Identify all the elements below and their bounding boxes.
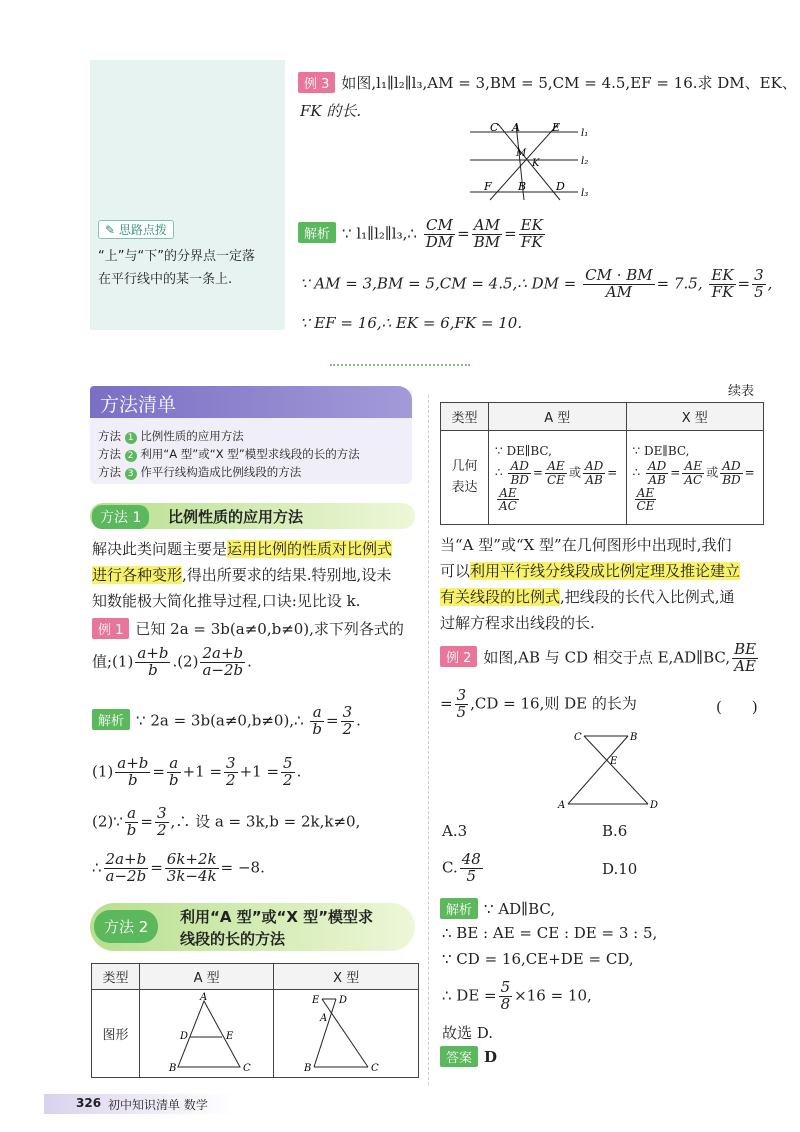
ex2-question: 例 2 如图,AB 与 CD 相交于点 E,AD∥BC, $\frac{BE}{AE}$	[440, 642, 760, 675]
ex1-question-2: 值;(1) $\frac{a+b}{b}$ .(2) $\frac{2a+b}{a-2b}$ .	[92, 644, 252, 679]
ex2-solution-4: ∴ DE = $\frac{5}{8}$ ×16 = 10,	[442, 978, 592, 1013]
ex3-question-2: FK 的长.	[300, 102, 362, 120]
method1-label: 方法 1	[92, 505, 149, 529]
figure-a-type	[140, 991, 270, 1077]
lightbulb-icon: ✎	[105, 223, 116, 237]
svg-text:C: C	[574, 732, 582, 743]
right-para-1: 当“A 型”或“X 型”在几何图形中出现时,我们	[440, 536, 732, 554]
ex2-solution-3: ∵ CD = 16,CE+DE = CD,	[442, 950, 634, 968]
svg-text:B: B	[169, 1062, 177, 1074]
ex1-sol-tag: 解析	[92, 709, 130, 730]
method-list-item-3: 方法 3 作平行线构造成比例线段的方法	[98, 465, 302, 479]
svg-text:D: D	[556, 180, 565, 193]
answer-tag: 答案	[440, 1046, 478, 1067]
svg-text:E: E	[610, 756, 618, 767]
ex3-solution-2: ∵ AM = 3,BM = 5,CM = 4.5,∴ DM = $\frac{CM \cdot BM}{AM}$ = 7.5, $\frac{EK}{FK}$ = $\frac{3}{5}$ ,	[300, 266, 773, 301]
svg-text:A: A	[558, 800, 566, 811]
method2-label: 方法 2	[94, 910, 158, 943]
method-list-item-1: 方法 1 比例性质的应用方法	[98, 429, 244, 443]
ex3-tag: 例 3	[298, 72, 335, 93]
ex2-question-2: = $\frac{3}{5}$ ,CD = 16,则 DE 的长为	[440, 686, 637, 721]
svg-text:l₃: l₃	[581, 188, 589, 199]
svg-text:B: B	[630, 732, 638, 743]
ex3-solution-1: 解析 ∵ l₁∥l₂∥l₃,∴ $\frac{CM}{DM}$ = $\frac{AM}{BM}$ = $\frac{EK}{FK}$	[298, 218, 547, 251]
svg-text:l₂: l₂	[581, 156, 589, 167]
ex2-solution-1: 解析 ∵ AD∥BC,	[440, 898, 555, 919]
method1-title: 比例性质的应用方法	[168, 508, 304, 526]
ex2-solution-5: 故选 D.	[442, 1024, 494, 1042]
svg-text:E: E	[312, 994, 320, 1006]
svg-text:A: A	[512, 121, 520, 134]
svg-text:E: E	[552, 121, 561, 134]
tip-title: ✎ 思路点拨	[98, 220, 174, 239]
ex1-solution-1: 解析 ∵ 2a = 3b(a≠0,b≠0),∴ $\frac{a}{b}$ = $\frac{3}{2}$ .	[92, 705, 361, 738]
ex1-solution-3: (2)∵ $\frac{a}{b}$ = $\frac{3}{2}$ ,∴ 设 a = 3k,b = 2k,k≠0,	[92, 804, 361, 839]
svg-text:A: A	[320, 1012, 328, 1024]
option-b[interactable]: B.6	[602, 822, 628, 840]
method2-title-2: 线段的长的方法	[180, 930, 286, 948]
svg-text:B: B	[518, 180, 527, 193]
svg-text:C: C	[371, 1062, 380, 1074]
ex2-sol-tag: 解析	[440, 898, 478, 919]
option-c[interactable]: C. $\frac{48}{5}$	[442, 850, 481, 885]
tip-panel	[90, 60, 285, 330]
ex2-answer: 答案 D	[440, 1046, 497, 1067]
ex2-solution-2: ∴ BE : AE = CE : DE = 3 : 5,	[442, 924, 658, 942]
svg-text:D: D	[180, 1030, 189, 1042]
svg-text:C: C	[490, 121, 499, 134]
ex3-question-1: 例 3 如图,l₁∥l₂∥l₃,AM = 3,BM = 5,CM = 4.5,EF = 16.求 DM、EK、	[298, 72, 797, 93]
svg-text:K: K	[532, 158, 540, 169]
page-number: 326	[76, 1096, 102, 1110]
svg-text:D: D	[650, 800, 659, 811]
tip-text-2: 在平行线中的某一条上.	[98, 272, 233, 287]
method1-para-3: 知数能极大简化推导过程,口诀:见比设 k.	[92, 592, 361, 610]
svg-text:B: B	[304, 1062, 312, 1074]
ex3-sol-tag: 解析	[298, 222, 336, 243]
method2-title-1: 利用“A 型”或“X 型”模型求	[180, 908, 374, 926]
ex1-solution-2: (1) $\frac{a+b}{b}$ = $\frac{a}{b}$ +1 = $\frac{3}{2}$ +1 = $\frac{5}{2}$ .	[92, 754, 302, 789]
method-list-item-2: 方法 2 利用“A 型”或“X 型”模型求线段的长的方法	[98, 447, 360, 461]
method2-table: 类型 A 型 X 型 图形 A D E B C E D A B C	[91, 963, 419, 1078]
right-para-4: 过解方程求出线段的长.	[440, 614, 595, 632]
svg-text:F: F	[484, 180, 492, 193]
right-para-2: 可以利用平行线分线段成比例定理及推论建立	[440, 562, 741, 580]
ex2-answer-blank: ( )	[716, 698, 758, 716]
svg-text:C: C	[243, 1062, 251, 1074]
right-para-3: 有关线段的比例式,把线段的长代入比例式,通	[440, 588, 735, 606]
ex2-figure	[556, 728, 666, 812]
continued-label: 续表	[728, 384, 755, 399]
svg-text:M: M	[516, 148, 527, 159]
svg-text:l₁: l₁	[581, 128, 589, 139]
method-list-title: 方法清单	[90, 386, 412, 418]
column-divider	[428, 395, 429, 1085]
ex3-solution-3: ∵ EF = 16,∴ EK = 6,FK = 10.	[300, 314, 523, 332]
ex1-tag: 例 1	[92, 618, 129, 639]
svg-text:A: A	[200, 991, 208, 1003]
figure-x-type	[274, 991, 414, 1077]
option-a[interactable]: A.3	[442, 822, 468, 840]
continued-table: 类型 A 型 X 型 几何 表达 ∵ DE∥BC, ∴ $\frac{AD}{BD}$ = $\frac{AE}{CE}$ 或 $\frac{AD}{AB}$ = $\frac{AE}{AC}$ ∵ DE∥BC, ∴ $\frac{AD}{AB}$ = $\frac{AE}{AC}$ 或 $\frac{AD}{BD}$ = $\frac{AE}{CE}$	[440, 402, 764, 525]
book-title: 初中知识清单 数学	[108, 1098, 208, 1112]
svg-text:E: E	[226, 1030, 234, 1042]
ex1-question: 例 1 已知 2a = 3b(a≠0,b≠0),求下列各式的	[92, 618, 404, 639]
svg-text:D: D	[339, 994, 348, 1006]
ex1-solution-4: ∴ $\frac{2a+b}{a-2b}$ = $\frac{6k+2k}{3k-4k}$ = −8.	[92, 850, 265, 885]
method1-para-2: 进行各种变形,得出所要求的结果.特别地,设未	[92, 566, 392, 584]
method1-para-1: 解决此类问题主要是运用比例的性质对比例式	[92, 540, 393, 558]
tip-text-1: “上”与“下”的分界点一定落	[98, 249, 255, 264]
section-divider	[330, 364, 470, 366]
option-d[interactable]: D.10	[602, 860, 638, 878]
ex2-tag: 例 2	[440, 646, 477, 667]
ex3-figure	[460, 118, 600, 208]
